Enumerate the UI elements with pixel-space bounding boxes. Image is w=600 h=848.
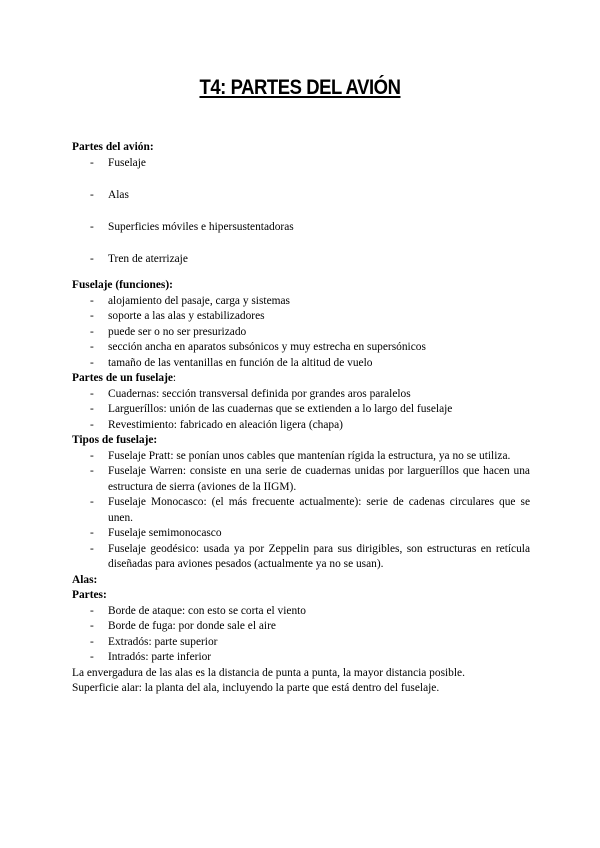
list-item-text: Extradós: parte superior xyxy=(108,635,218,648)
list-tipos-fuselaje xyxy=(72,449,530,573)
dash-bullet: - xyxy=(90,465,94,477)
list-partes-fuselaje xyxy=(72,387,530,434)
list-item xyxy=(72,325,530,341)
list-item xyxy=(72,650,530,666)
list-partes-alas xyxy=(72,604,530,666)
dash-bullet: - xyxy=(90,325,94,338)
list-item-text: Borde de fuga: por donde sale el aire xyxy=(108,620,276,632)
dash-bullet: - xyxy=(90,542,94,555)
list-item-text: Fuselaje Warren: consiste en una serie de cuadernas unidas por largueríllos que hacen una estructura de sierra (aviones de la IIGM). xyxy=(108,465,530,493)
list-item-text: Superficies móviles e hipersustentadoras xyxy=(108,220,294,233)
section-heading-text: Partes de un fuselaje xyxy=(72,372,173,384)
list-item xyxy=(72,356,530,372)
list-item xyxy=(72,635,530,651)
list-partes-avion xyxy=(72,156,530,268)
section-heading-partes-fuselaje xyxy=(72,371,530,387)
list-item-text: Cuadernas: sección transversal definida por grandes aros paralelos xyxy=(108,387,411,400)
list-item xyxy=(72,418,530,434)
dash-bullet: - xyxy=(90,387,94,400)
list-item xyxy=(72,542,530,573)
list-item-text: sección ancha en aparatos subsónicos y muy estrecha en supersónicos xyxy=(108,341,426,353)
list-item xyxy=(72,464,530,495)
list-item xyxy=(72,604,530,620)
list-item xyxy=(72,220,530,236)
dash-bullet: - xyxy=(90,156,94,169)
list-item xyxy=(72,449,530,465)
paragraph-envergadura: La envergadura de las alas es la distancia de punta a punta, la mayor distancia posible. xyxy=(72,666,465,679)
section-heading-partes-avion: Partes del avión: xyxy=(72,141,154,153)
list-item-text: tamaño de las ventanillas en función de la altitud de vuelo xyxy=(108,356,373,369)
list-item-text: Largueríllos: unión de las cuadernas que se extienden a lo largo del fuselaje xyxy=(108,403,453,415)
dash-bullet: - xyxy=(90,620,94,632)
dash-bullet: - xyxy=(90,651,94,663)
list-item-text: Intradós: parte inferior xyxy=(108,651,212,663)
section-subheading-partes: Partes: xyxy=(72,589,107,601)
section-heading-alas: Alas: xyxy=(72,573,98,586)
dash-bullet: - xyxy=(90,496,94,508)
dash-bullet: - xyxy=(90,356,94,369)
dash-bullet: - xyxy=(90,220,94,233)
paragraph-superficie-alar: Superficie alar: la planta del ala, incluyendo la parte que está dentro del fuselaje. xyxy=(72,682,440,694)
list-item-text: Fuselaje semimonocasco xyxy=(108,527,222,539)
spacer xyxy=(72,267,530,278)
document-title: T4: PARTES DEL AVIÓN xyxy=(199,76,401,99)
list-item xyxy=(72,309,530,325)
dash-bullet: - xyxy=(90,403,94,415)
list-fuselaje-funciones xyxy=(72,294,530,372)
list-item-text: Tren de aterrizaje xyxy=(108,252,188,265)
list-item xyxy=(72,340,530,356)
list-item-text: Fuselaje Monocasco: (el más frecuente actualmente): serie de cadenas circulares que se unen. xyxy=(108,496,530,524)
list-item-text: Alas xyxy=(108,188,129,201)
list-item-text: Revestimiento: fabricado en aleación ligera (chapa) xyxy=(108,418,343,431)
dash-bullet: - xyxy=(90,341,94,353)
list-item-text: Fuselaje geodésico: usada ya por Zeppelin para sus dirigibles, son estructuras en retícula diseñadas para aviones pesados (actualmente ya no se usan). xyxy=(108,542,530,570)
list-item xyxy=(72,387,530,403)
list-item-text: Fuselaje Pratt: se ponían unos cables que mantenían rígida la estructura, ya no se utiliza. xyxy=(108,449,511,462)
dash-bullet: - xyxy=(90,188,94,201)
section-heading-fuselaje-funciones: Fuselaje (funciones): xyxy=(72,279,173,291)
dash-bullet: - xyxy=(90,604,94,617)
dash-bullet: - xyxy=(90,294,94,307)
list-item xyxy=(72,294,530,310)
dash-bullet: - xyxy=(90,449,94,462)
list-item xyxy=(72,619,530,635)
list-item-text: Borde de ataque: con esto se corta el viento xyxy=(108,604,306,617)
dash-bullet: - xyxy=(90,418,94,431)
document-body xyxy=(72,140,530,697)
dash-bullet: - xyxy=(90,252,94,265)
list-item xyxy=(72,156,530,172)
list-item-text: alojamiento del pasaje, carga y sistemas xyxy=(108,294,290,307)
list-item xyxy=(72,188,530,204)
dash-bullet: - xyxy=(90,310,94,322)
dash-bullet: - xyxy=(90,635,94,648)
list-item xyxy=(72,495,530,526)
list-item xyxy=(72,402,530,418)
list-item xyxy=(72,252,530,268)
section-heading-colon: : xyxy=(172,372,177,384)
dash-bullet: - xyxy=(90,527,94,539)
list-item-text: soporte a las alas y estabilizadores xyxy=(108,310,265,322)
list-item-text: Fuselaje xyxy=(108,156,146,169)
section-heading-tipos-fuselaje: Tipos de fuselaje: xyxy=(72,434,158,446)
list-item-text: puede ser o no ser presurizado xyxy=(108,325,247,338)
list-item xyxy=(72,526,530,542)
